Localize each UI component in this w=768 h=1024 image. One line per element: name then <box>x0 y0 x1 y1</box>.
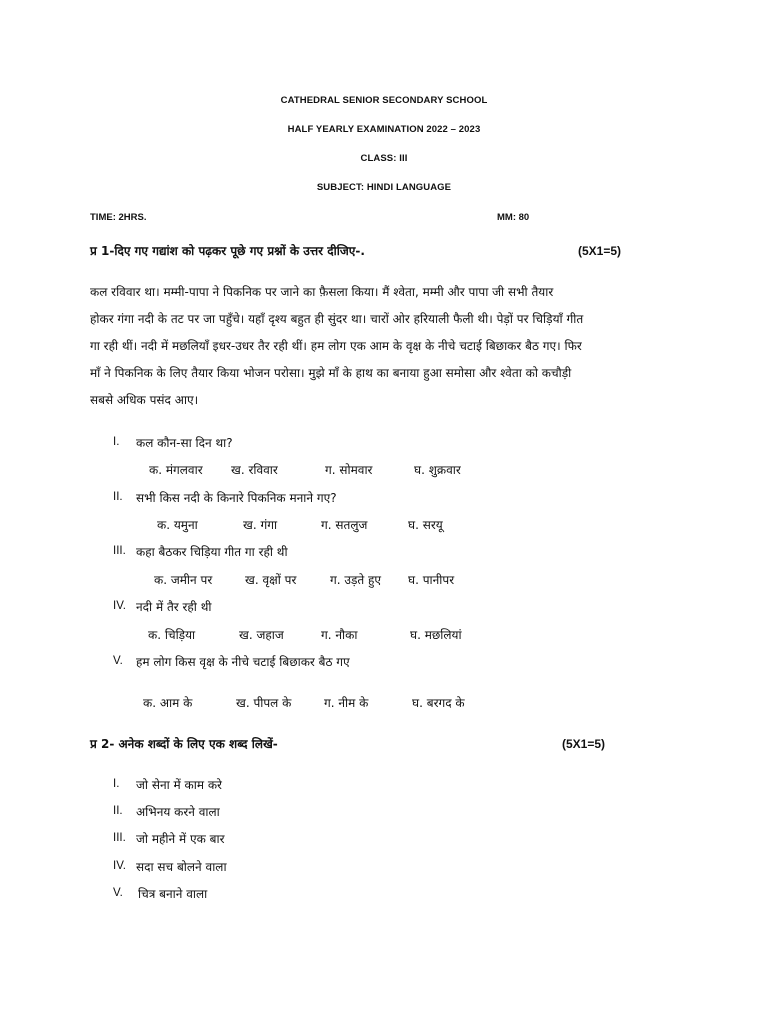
item-text: जो महीने में एक बार <box>136 832 225 846</box>
item-number: I. <box>113 778 120 790</box>
option-d: घ. बरगद के <box>412 696 465 710</box>
option-c: ग. उड़ते हुए <box>330 573 382 587</box>
passage-line: कल रविवार था। मम्मी-पापा ने पिकनिक पर जाने का फ़ैसला किया। मैं श्वेता, मम्मी और पापा जी सभी तैयार <box>90 285 554 299</box>
option-b: ख. वृक्षों पर <box>245 573 297 587</box>
option-a: क. चिड़िया <box>148 628 196 642</box>
q2-marks: (5X1=5) <box>562 737 606 751</box>
q2-heading: प्र 2- अनेक शब्दों के लिए एक शब्द लिखें- <box>90 737 278 751</box>
item-text: अभिनय करने वाला <box>136 805 220 819</box>
question-text: हम लोग किस वृक्ष के नीचे चटाई बिछाकर बैठ गए <box>136 655 350 669</box>
question-number: I. <box>113 436 120 448</box>
passage-line: होकर गंगा नदी के तट पर जा पहुँचे। यहाँ दृश्य बहुत ही सुंदर था। चारों ओर हरियाली फैली थी। पेड़ों पर चिड़ियाँ गीत <box>90 312 584 326</box>
q1-heading: प्र 1-दिए गए गद्यांश को पढ़कर पूछे गए प्रश्नों के उत्तर दीजिए-. <box>90 244 365 258</box>
question-number: IV. <box>113 600 127 612</box>
option-d: घ. मछलियां <box>410 628 462 642</box>
passage-line: सबसे अधिक पसंद आए। <box>90 393 199 407</box>
exam-title: HALF YEARLY EXAMINATION 2022 – 2023 <box>287 124 481 135</box>
item-text: जो सेना में काम करे <box>136 778 222 792</box>
option-d: घ. सरयू <box>408 518 443 532</box>
time-label: TIME: 2HRS. <box>90 212 147 223</box>
option-b: ख. गंगा <box>243 518 278 532</box>
question-text: कल कौन-सा दिन था? <box>136 436 233 450</box>
passage-line: माँ ने पिकनिक के लिए तैयार किया भोजन परोसा। मुझे माँ के हाथ का बनाया हुआ समोसा और श्वेता को कचौड़ी <box>90 366 572 380</box>
question-number: III. <box>113 545 126 557</box>
option-c: ग. नौका <box>321 628 358 642</box>
item-number: II. <box>113 805 123 817</box>
max-marks-label: MM: 80 <box>497 212 530 223</box>
subject-label: SUBJECT: HINDI LANGUAGE <box>316 182 452 193</box>
option-b: ख. पीपल के <box>236 696 292 710</box>
option-d: घ. पानीपर <box>408 573 455 587</box>
question-text: सभी किस नदी के किनारे पिकनिक मनाने गए? <box>136 491 337 505</box>
option-b: ख. रविवार <box>231 463 278 477</box>
option-a: क. मंगलवार <box>149 463 203 477</box>
q1-passage <box>90 279 690 414</box>
q1-marks: (5X1=5) <box>578 244 622 258</box>
question-text: कहा बैठकर चिड़िया गीत गा रही थी <box>136 545 288 559</box>
option-a: क. आम के <box>143 696 193 710</box>
passage-line: गा रही थीं। नदी में मछलियाँ इधर-उधर तैर रही थीं। हम लोग एक आम के वृक्ष के नीचे चटाई बिछाकर बैठ गए। फिर <box>90 339 582 353</box>
question-number: V. <box>113 655 123 667</box>
option-a: क. जमीन पर <box>154 573 213 587</box>
option-c: ग. सतलुज <box>321 518 368 532</box>
option-a: क. यमुना <box>157 518 198 532</box>
item-number: III. <box>113 832 126 844</box>
option-c: ग. नीम के <box>324 696 369 710</box>
item-number: V. <box>113 887 123 899</box>
option-b: ख. जहाज <box>239 628 284 642</box>
class-label: CLASS: III <box>360 153 408 164</box>
school-name: CATHEDRAL SENIOR SECONDARY SCHOOL <box>280 95 488 106</box>
item-text: चित्र बनाने वाला <box>138 887 208 901</box>
item-number: IV. <box>113 860 127 872</box>
option-c: ग. सोमवार <box>325 463 373 477</box>
question-text: नदी में तैर रही थी <box>136 600 212 614</box>
option-d: घ. शुक्रवार <box>414 463 461 477</box>
item-text: सदा सच बोलने वाला <box>136 860 227 874</box>
question-number: II. <box>113 491 123 503</box>
